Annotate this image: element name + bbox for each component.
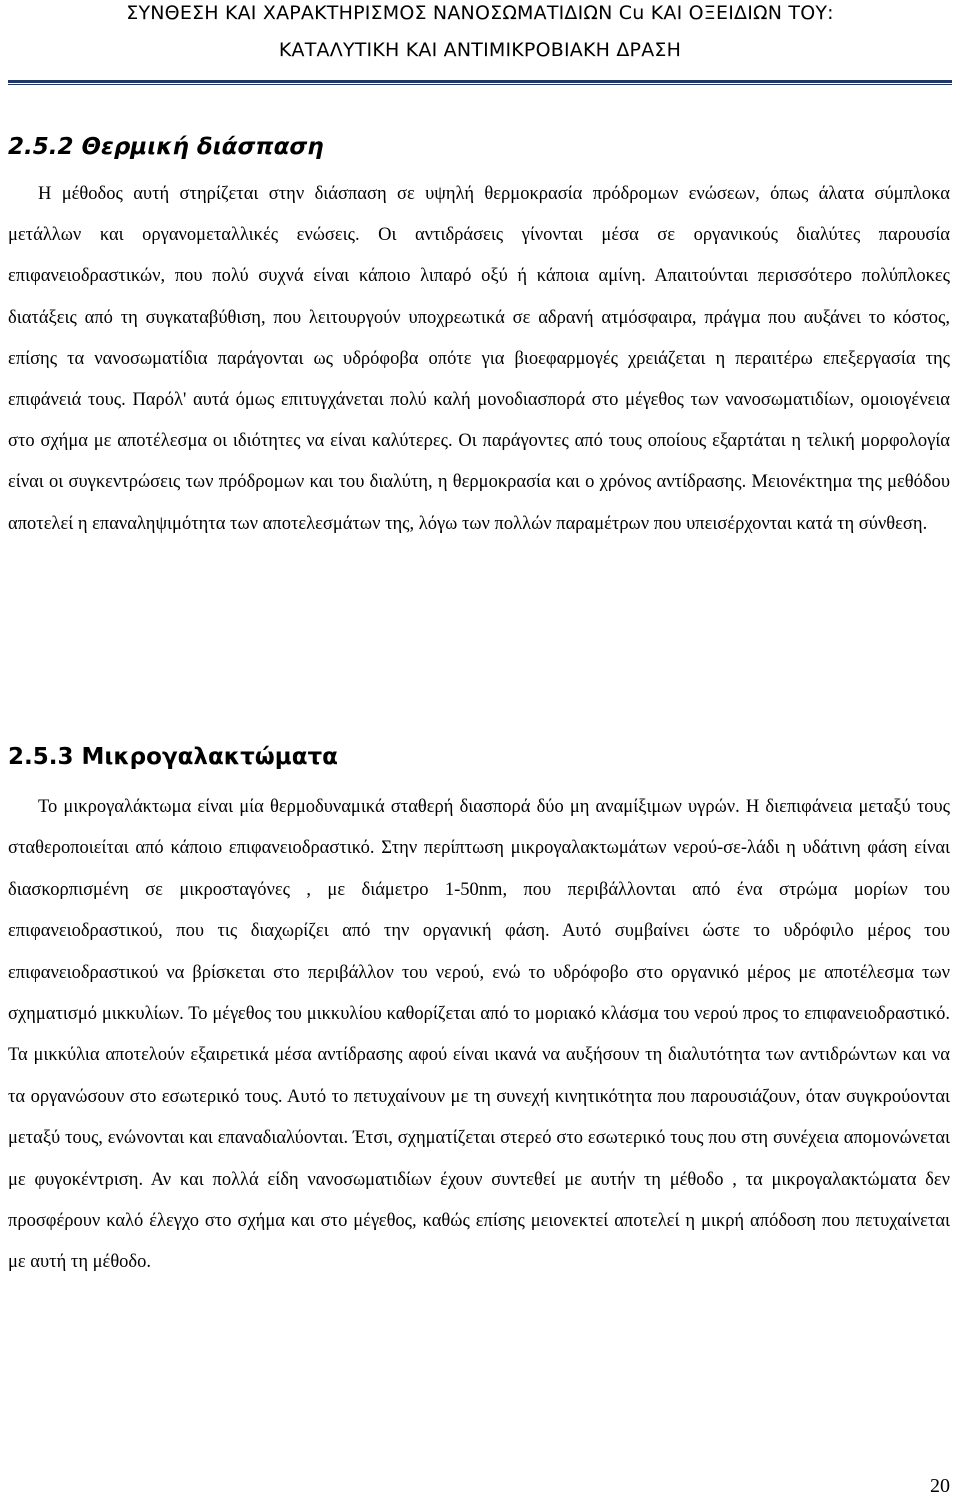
- section-paragraph-thermal-decomposition: Η μέθοδος αυτή στηρίζεται στην διάσπαση σε υψηλή θερμοκρασία πρόδρομων ενώσεων, όπως άλατα σύμπλοκα μετάλλων και οργανομεταλλικές ενώσεις. Οι αντιδράσεις γίνονται μέσα σε οργανικούς διαλύτες παρουσία επιφανειοδραστικών, που πολύ συχνά είναι κάποιο λιπαρό οξύ ή κάποια αμίνη. Απαιτούνται περισσότερο πολύπλοκες διατάξεις από τη συγκαταβύθιση, που λειτουργούν υποχρεωτικά σε αδρανή ατμόσφαιρα, πράγμα που αυξάνει το κόστος, επίσης τα νανοσωματίδια παράγονται ως υδρόφοβα οπότε για βιοεφαρμογές χρειάζεται η περαιτέρω επεξεργασία της επιφάνειά τους. Παρόλ' αυτά όμως επιτυγχάνεται πολύ καλή μονοδιασπορά στο μέγεθος των νανοσωματιδίων, ομοιογένεια στο σχήμα με αποτέλεσμα οι ιδιότητες να είναι καλύτερες. Οι παράγοντες από τους οποίους εξαρτάται η τελική μορφολογία είναι οι συγκεντρώσεις των πρόδρομων και του διαλύτη, η θερμοκρασία και ο χρόνος αντίδρασης. Μειονέκτημα της μεθόδου αποτελεί η επαναληψιμότητα των αποτελεσμάτων της, λόγω των πολλών παραμέτρων που υπεισέρχονται κατά τη σύνθεση.: [8, 184, 950, 534]
- section-heading-microemulsions: 2.5.3 Μικρογαλακτώματα: [8, 744, 338, 770]
- header-title-line-2: ΚΑΤΑΛΥΤΙΚΗ ΚΑΙ ΑΝΤΙΜΙΚΡΟΒΙΑΚΗ ΔΡΑΣΗ: [278, 39, 682, 61]
- header-title-line-1: ΣΥΝΘΕΣΗ ΚΑΙ ΧΑΡΑΚΤΗΡΙΣΜΟΣ ΝΑΝΟΣΩΜΑΤΙΔΙΩΝ Cu ΚΑΙ ΟΞΕΙΔΙΩΝ ΤΟΥ:: [126, 2, 834, 24]
- header-divider: [8, 80, 952, 85]
- section-heading-thermal-decomposition: 2.5.2 Θερμική διάσπαση: [8, 134, 324, 160]
- section-paragraph-microemulsions: Το μικρογαλάκτωμα είναι μία θερμοδυναμικά σταθερή διασπορά δύο μη αναμίξιμων υγρών. Η διεπιφάνεια μεταξύ τους σταθεροποιείται από κάποιο επιφανειοδραστικό. Στην περίπτωση μικρογαλακτωμάτων νερού-σε-λάδι η υδάτινη φάση είναι διασκορπισμένη σε μικροσταγόνες , με διάμετρο 1-50nm, που περιβάλλονται από ένα στρώμα μορίων του επιφανειοδραστικού, που τις διαχωρίζει από την οργανική φάση. Αυτό συμβαίνει ώστε το υδρόφιλο μέρος του επιφανειοδραστικού να βρίσκεται στο περιβάλλον του νερού, ενώ το υδρόφοβο στο οργανικό μέρος με αποτέλεσμα των σχηματισμό μικκυλίων. Το μέγεθος του μικκυλίου καθορίζεται από το μοριακό κλάσμα του νερού προς το επιφανειοδραστικό. Τα μικκύλια αποτελούν εξαιρετικά μέσα αντίδρασης αφού είναι ικανά να αυξήσουν τη διαλυτότητα των αντιδρώντων και να τα οργανώσουν στο εσωτερικό τους. Αυτό το πετυχαίνουν με τη συνεχή κινητικότητα που παρουσιάζουν, όταν συγκρούονται μεταξύ τους, ενώνονται και επαναδιαλύονται. Έτσι, σχηματίζεται στερεό στο εσωτερικό τους που στη συνέχεια απομονώνεται με φυγοκέντριση. Αν και πολλά είδη νανοσωματιδίων έχουν συντεθεί με αυτήν τη μέθοδο , τα μικρογαλακτώματα δεν προσφέρουν καλό έλεγχο στο σχήμα και στο μέγεθος, καθώς επίσης μειονεκτεί αποτελεί η μικρή απόδοση που πετυχαίνεται με αυτή τη μέθοδο.: [8, 797, 950, 1273]
- page-number: 20: [930, 1475, 950, 1497]
